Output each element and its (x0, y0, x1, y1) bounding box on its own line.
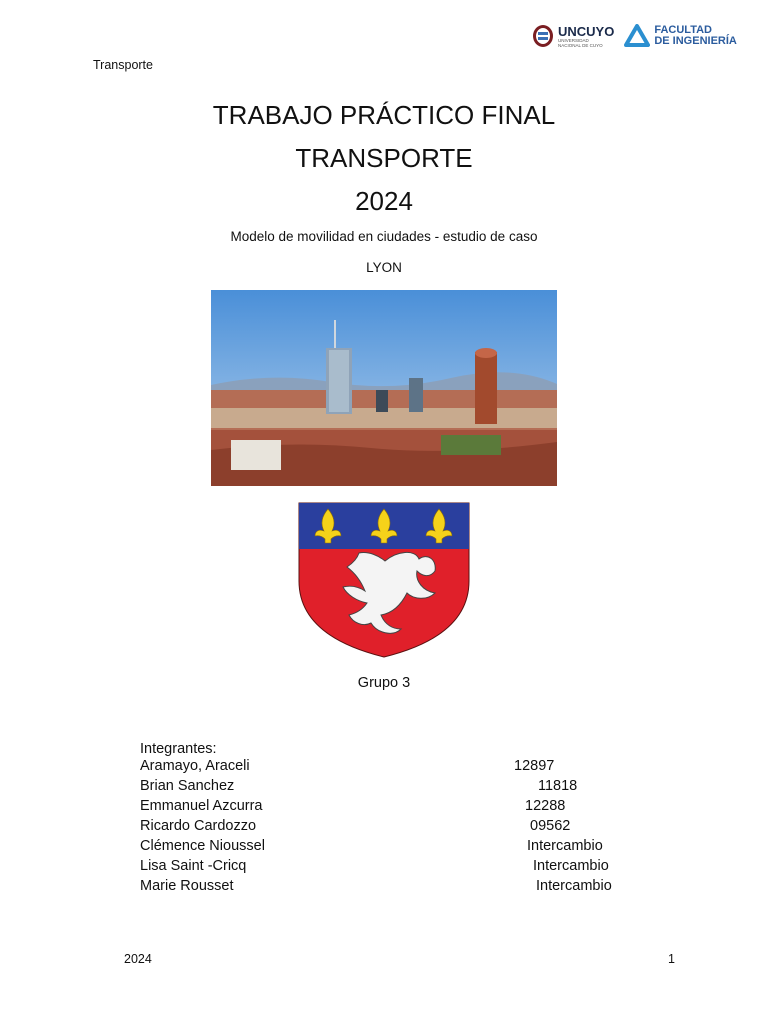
lyon-coat-of-arms (297, 501, 471, 659)
fi-line2: DE INGENIERÍA (654, 35, 737, 47)
city-name: LYON (366, 260, 402, 275)
member-id: 11818 (538, 778, 578, 794)
title-line-2: TRANSPORTE (295, 143, 473, 173)
member-name: Lisa Saint -Cricq (140, 858, 247, 874)
fi-line1: FACULTAD (654, 24, 712, 36)
member-name: Marie Rousset (140, 878, 234, 894)
member-name: Brian Sanchez (140, 778, 235, 794)
member-id: 12288 (525, 798, 566, 814)
uncuyo-emblem-icon (532, 24, 554, 48)
member-name: Aramayo, Araceli (140, 758, 250, 774)
member-id: Intercambio (527, 838, 603, 854)
uncuyo-logo (532, 24, 614, 48)
running-header: Transporte (93, 58, 153, 72)
footer-year: 2024 (124, 952, 152, 966)
member-id: 12897 (514, 758, 555, 774)
lyon-city-photo (211, 290, 557, 486)
member-id: Intercambio (533, 858, 609, 874)
member-id: 09562 (530, 818, 571, 834)
member-name: Emmanuel Azcurra (140, 798, 263, 814)
member-name: Ricardo Cardozzo (140, 818, 257, 834)
member-id: Intercambio (536, 878, 612, 894)
uncuyo-sub2: NACIONAL DE CUYO (558, 42, 603, 48)
uncuyo-name: UNCUYO (558, 23, 615, 39)
uncuyo-sub1: UNIVERSIDAD (558, 37, 589, 43)
group-label: Grupo 3 (357, 675, 411, 691)
title-line-1: TRABAJO PRÁCTICO FINAL (212, 100, 556, 130)
member-name: Clémence Nioussel (140, 838, 265, 854)
fi-triangle-icon (624, 24, 650, 48)
fi-logo (624, 24, 737, 48)
page-number: 1 (668, 952, 675, 966)
subtitle: Modelo de movilidad en ciudades - estudio de caso (230, 229, 538, 244)
members-heading: Integrantes: (140, 741, 217, 757)
title-line-3: 2024 (355, 186, 413, 216)
header-logos (532, 24, 737, 48)
